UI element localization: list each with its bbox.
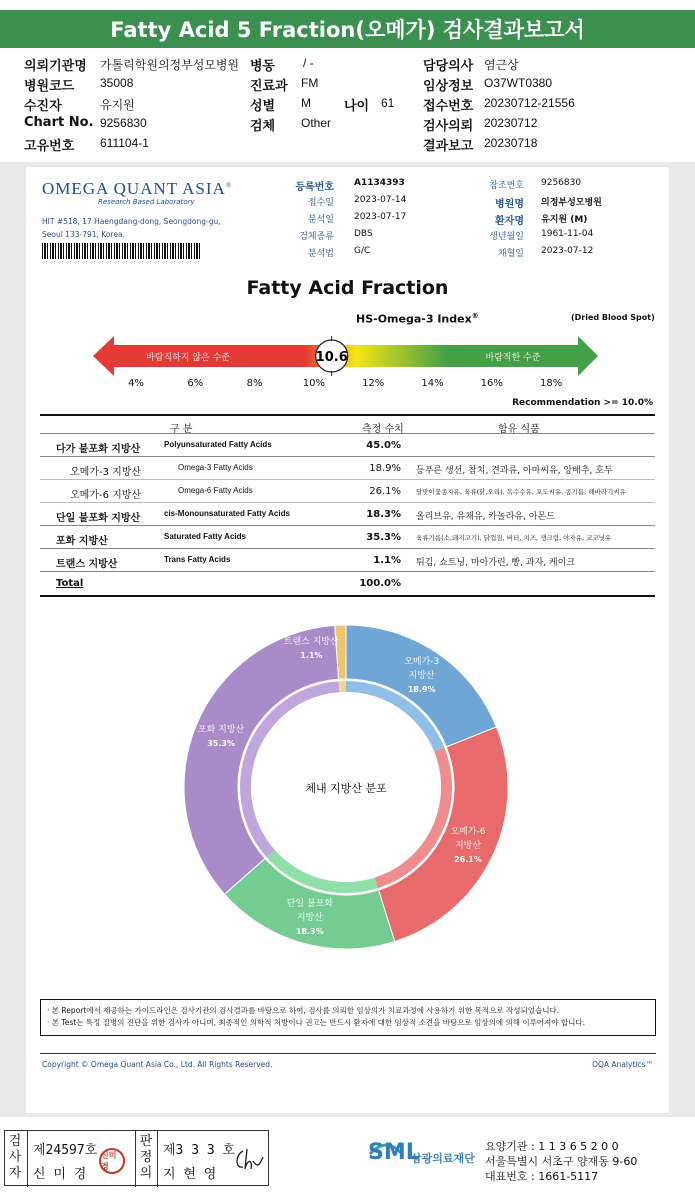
index-tick: 16% bbox=[480, 378, 503, 389]
result-report-value: 20230718 bbox=[484, 136, 538, 150]
report-title: Fatty Acid 5 Fraction(오메가) 검사결과보고서 bbox=[0, 10, 695, 48]
row-value: 35.3% bbox=[366, 532, 401, 543]
row-category-en: Polyunsaturated Fatty Acids bbox=[164, 440, 272, 449]
fatty-acid-donut-chart bbox=[26, 617, 669, 987]
doctor-value: 염근상 bbox=[484, 58, 519, 72]
index-marker bbox=[316, 336, 348, 376]
row-value: 1.1% bbox=[373, 555, 401, 566]
row-category-kr: 오메가-3 지방산 bbox=[70, 467, 142, 478]
ward-label: 병동 bbox=[250, 59, 276, 74]
table-row bbox=[40, 434, 655, 457]
oqa-logo: OMEGA QUANT ASIA® bbox=[42, 179, 233, 198]
slice-label: 오메가-3 bbox=[404, 657, 440, 668]
hospital-code-label: 병원코드 bbox=[24, 79, 75, 94]
index-tick: 4% bbox=[128, 378, 144, 389]
method-label: 분석법 bbox=[307, 249, 334, 259]
sample-note: (Dried Blood Spot) bbox=[571, 313, 655, 322]
specimen-type-value: DBS bbox=[354, 229, 373, 239]
analyzed-label: 분석일 bbox=[307, 215, 334, 225]
reg-no-label: 등록번호 bbox=[295, 182, 334, 193]
main-title: Fatty Acid Fraction bbox=[246, 277, 449, 299]
index-value: 10.6 bbox=[315, 350, 348, 365]
ward-value: / - bbox=[303, 56, 314, 70]
specimen-value: Other bbox=[301, 116, 332, 130]
slice-label: 포화 지방산 bbox=[197, 724, 245, 735]
clinical-info-value: O37WT0380 bbox=[484, 76, 553, 90]
slice-label: 오메가-6 bbox=[450, 826, 486, 837]
index-tick: 12% bbox=[362, 378, 385, 389]
slice-label: 26.1% bbox=[454, 854, 482, 864]
row-foods: 육류기름(소,돼지고기), 닭껍질, 버터, 치즈, 생크림, 야자유, 코코넛유 bbox=[416, 534, 612, 542]
examiner-label: 검사자 bbox=[8, 1134, 22, 1181]
specimen-type-label: 검체종류 bbox=[299, 232, 334, 242]
collection-value: 2023-07-12 bbox=[541, 246, 594, 256]
row-foods: 등푸른 생선, 참치, 견과류, 아마씨유, 앙배추, 호두 bbox=[416, 466, 613, 476]
age-label: 나이 bbox=[344, 99, 370, 114]
row-foods: 달맞이꽃종자유, 육류(닭,오리), 옥수수유, 포도씨유, 콩기름, 해바라기씨유 bbox=[416, 488, 626, 496]
table-row bbox=[40, 549, 655, 572]
test-request-value: 20230712 bbox=[484, 116, 538, 130]
row-category-en: cis-Monounsaturated Fatty Acids bbox=[164, 509, 290, 518]
org-name: 삼광의료재단 bbox=[411, 1152, 475, 1165]
department-label: 진료과 bbox=[250, 79, 288, 94]
index-tick: 14% bbox=[421, 378, 444, 389]
row-category-en: Omega-6 Fatty Acids bbox=[178, 486, 253, 495]
confirmer-label: 판정의 bbox=[139, 1134, 153, 1181]
patient-label: 환자명 bbox=[495, 216, 524, 227]
institution-value: 가톨릭학원의정부성모병원 bbox=[100, 58, 240, 72]
patient-value: 유지원 (M) bbox=[541, 215, 588, 225]
row-category-kr: 트랜스 지방산 bbox=[56, 559, 118, 570]
table-row bbox=[40, 457, 655, 480]
row-category-en: Omega-3 Fatty Acids bbox=[178, 463, 253, 472]
row-value: 26.1% bbox=[369, 486, 401, 497]
slice-label: 35.3% bbox=[207, 738, 235, 748]
unique-no-label: 고유번호 bbox=[24, 139, 75, 154]
index-tick: 18% bbox=[539, 378, 563, 389]
row-foods: 올리브유, 유채유, 카놀라유, 아몬드 bbox=[416, 512, 555, 522]
omega-report bbox=[26, 167, 669, 1113]
hospital-label: 병원명 bbox=[495, 199, 524, 210]
oqa-subtitle: Research Based Laboratory bbox=[98, 198, 195, 206]
slice-label: 1.1% bbox=[300, 651, 323, 661]
row-foods: 튀김, 쇼트닝, 마아가린, 빵, 과자, 케이크 bbox=[416, 558, 576, 568]
age-value: 61 bbox=[381, 96, 395, 110]
patient-info bbox=[0, 52, 695, 160]
hospital-value: 의정부성모병원 bbox=[541, 198, 602, 208]
total-label: Total bbox=[56, 578, 84, 589]
slice-label: 18.9% bbox=[407, 685, 436, 695]
specimen-label: 검체 bbox=[250, 119, 276, 134]
receipt-no-label: 접수번호 bbox=[423, 99, 474, 114]
oqa-analytics: OQA Analytics™ bbox=[592, 1060, 653, 1069]
chart-no-label: Chart No. bbox=[24, 115, 94, 130]
slice-label: 지방산 bbox=[296, 913, 323, 924]
row-category-en: Trans Fatty Acids bbox=[164, 555, 231, 564]
total-value: 100.0% bbox=[359, 578, 401, 589]
row-category-en: Saturated Fatty Acids bbox=[164, 532, 246, 541]
received-value: 2023-07-14 bbox=[354, 195, 407, 205]
copyright: Copyright © Omega Quant Asia Co., Ltd. All Rights Reserved. bbox=[42, 1060, 273, 1069]
row-value: 45.0% bbox=[366, 440, 401, 451]
sml-logo: SML bbox=[368, 1140, 420, 1165]
examiner-seal: 신미경 bbox=[99, 1148, 125, 1174]
received-label: 접수일 bbox=[307, 198, 334, 208]
reg-no-value: A1134393 bbox=[354, 178, 405, 188]
disclaimer-line-1: · 본 Report에서 제공하는 가이드라인은 검사기관의 검사결과를 바탕으로 하여, 검사를 의뢰한 임상의가 치료과정에 사용하기 위한 목적으로 작성되었습니다. bbox=[47, 1006, 560, 1015]
row-category-kr: 포화 지방산 bbox=[56, 536, 108, 547]
index-title: HS-Omega-3 Index® bbox=[356, 312, 479, 326]
lab-address: HIT #518, 17 Haengdang-dong, Seongdong-gu, Seoul 133-791, Korea. bbox=[42, 217, 221, 239]
index-tick: 6% bbox=[187, 378, 204, 389]
confirmer-signature bbox=[233, 1145, 267, 1175]
table-row bbox=[40, 526, 655, 549]
chart-title: 체내 지방산 분포 bbox=[305, 782, 387, 795]
slice-label: 단일 불포화 bbox=[286, 899, 334, 910]
patient-name-value: 유지원 bbox=[100, 98, 135, 112]
table-row bbox=[40, 480, 655, 503]
disclaimer-line-2: · 본 Test는 특정 질병의 진단을 위한 검사가 아니며, 최종적인 의학적 처방이나 권고는 반드시 환자에 대한 임상적 소견을 바탕으로 임상의에 의해 이루어져야 합니다. bbox=[47, 1018, 586, 1027]
dob-value: 1961-11-04 bbox=[541, 229, 594, 239]
recommendation: Recommendation >= 10.0% bbox=[512, 398, 653, 408]
header-foods: 함유 식품 bbox=[498, 424, 540, 435]
row-category-kr: 단일 불포화 지방산 bbox=[56, 513, 141, 524]
row-category-kr: 오메가-6 지방산 bbox=[70, 490, 142, 501]
analyzed-value: 2023-07-17 bbox=[354, 212, 407, 222]
header-category: 구 분 bbox=[170, 424, 193, 435]
total-row bbox=[40, 572, 655, 595]
org-phone: 대표번호 : 1661-5117 bbox=[485, 1170, 599, 1183]
unique-no-value: 611104-1 bbox=[100, 136, 149, 150]
examiner-name: 신 미 경 bbox=[33, 1167, 87, 1182]
confirmer-license: 제3 3 3 호 bbox=[163, 1143, 236, 1158]
confirmer-name: 지 현 영 bbox=[163, 1167, 217, 1182]
index-tick: 8% bbox=[246, 378, 263, 389]
slice-label: 지방산 bbox=[408, 671, 435, 682]
sex-label: 성별 bbox=[250, 99, 276, 114]
receipt-no-value: 20230712-21556 bbox=[484, 96, 575, 110]
collection-label: 채혈일 bbox=[497, 249, 524, 259]
ref-no-label: 참조번호 bbox=[489, 181, 524, 191]
result-report-label: 결과보고 bbox=[423, 139, 474, 154]
slice-label: 18.3% bbox=[295, 927, 324, 937]
examiner-license: 제24597호 bbox=[33, 1143, 98, 1158]
omega-index-scale bbox=[86, 332, 606, 378]
table-header bbox=[40, 414, 655, 434]
footer-rule bbox=[40, 1053, 656, 1054]
donut-inner-segment bbox=[339, 681, 346, 692]
test-request-label: 검사의뢰 bbox=[423, 119, 474, 134]
disclaimer bbox=[40, 999, 656, 1036]
table-bottom-rule bbox=[40, 595, 655, 597]
hospital-code-value: 35008 bbox=[100, 76, 134, 90]
department-value: FM bbox=[301, 76, 319, 90]
row-category-kr: 다가 불포화 지방산 bbox=[56, 444, 141, 455]
row-value: 18.9% bbox=[369, 463, 401, 474]
table-row bbox=[40, 503, 655, 526]
dob-label: 생년월일 bbox=[489, 232, 524, 242]
chart-no-value: 9256830 bbox=[100, 116, 147, 130]
signature-box bbox=[4, 1130, 269, 1186]
header-value: 측정 수치 bbox=[362, 424, 404, 435]
org-address: 서울특별시 서초구 양재동 9-60 bbox=[485, 1155, 638, 1168]
clinical-info-label: 임상정보 bbox=[423, 79, 474, 94]
row-value: 18.3% bbox=[366, 509, 401, 520]
method-value: G/C bbox=[354, 246, 371, 256]
sex-value: M bbox=[301, 96, 311, 110]
slice-label: 지방산 bbox=[454, 840, 482, 851]
index-tick: 10% bbox=[302, 378, 325, 389]
institution-label: 의뢰기관명 bbox=[24, 59, 87, 74]
ref-no-value: 9256830 bbox=[541, 178, 582, 188]
doctor-label: 담당의사 bbox=[423, 59, 474, 74]
patient-name-label: 수진자 bbox=[24, 99, 62, 114]
desirable-label: 바람직한 수준 bbox=[485, 353, 541, 363]
signature-block bbox=[0, 1120, 695, 1195]
undesirable-label: 바람직하지 않은 수준 bbox=[146, 353, 230, 363]
slice-label: 트랜스 지방산 bbox=[283, 637, 339, 648]
barcode bbox=[42, 243, 202, 259]
care-institution-no: 요양기관 : 1 1 3 6 5 2 0 0 bbox=[485, 1140, 619, 1153]
